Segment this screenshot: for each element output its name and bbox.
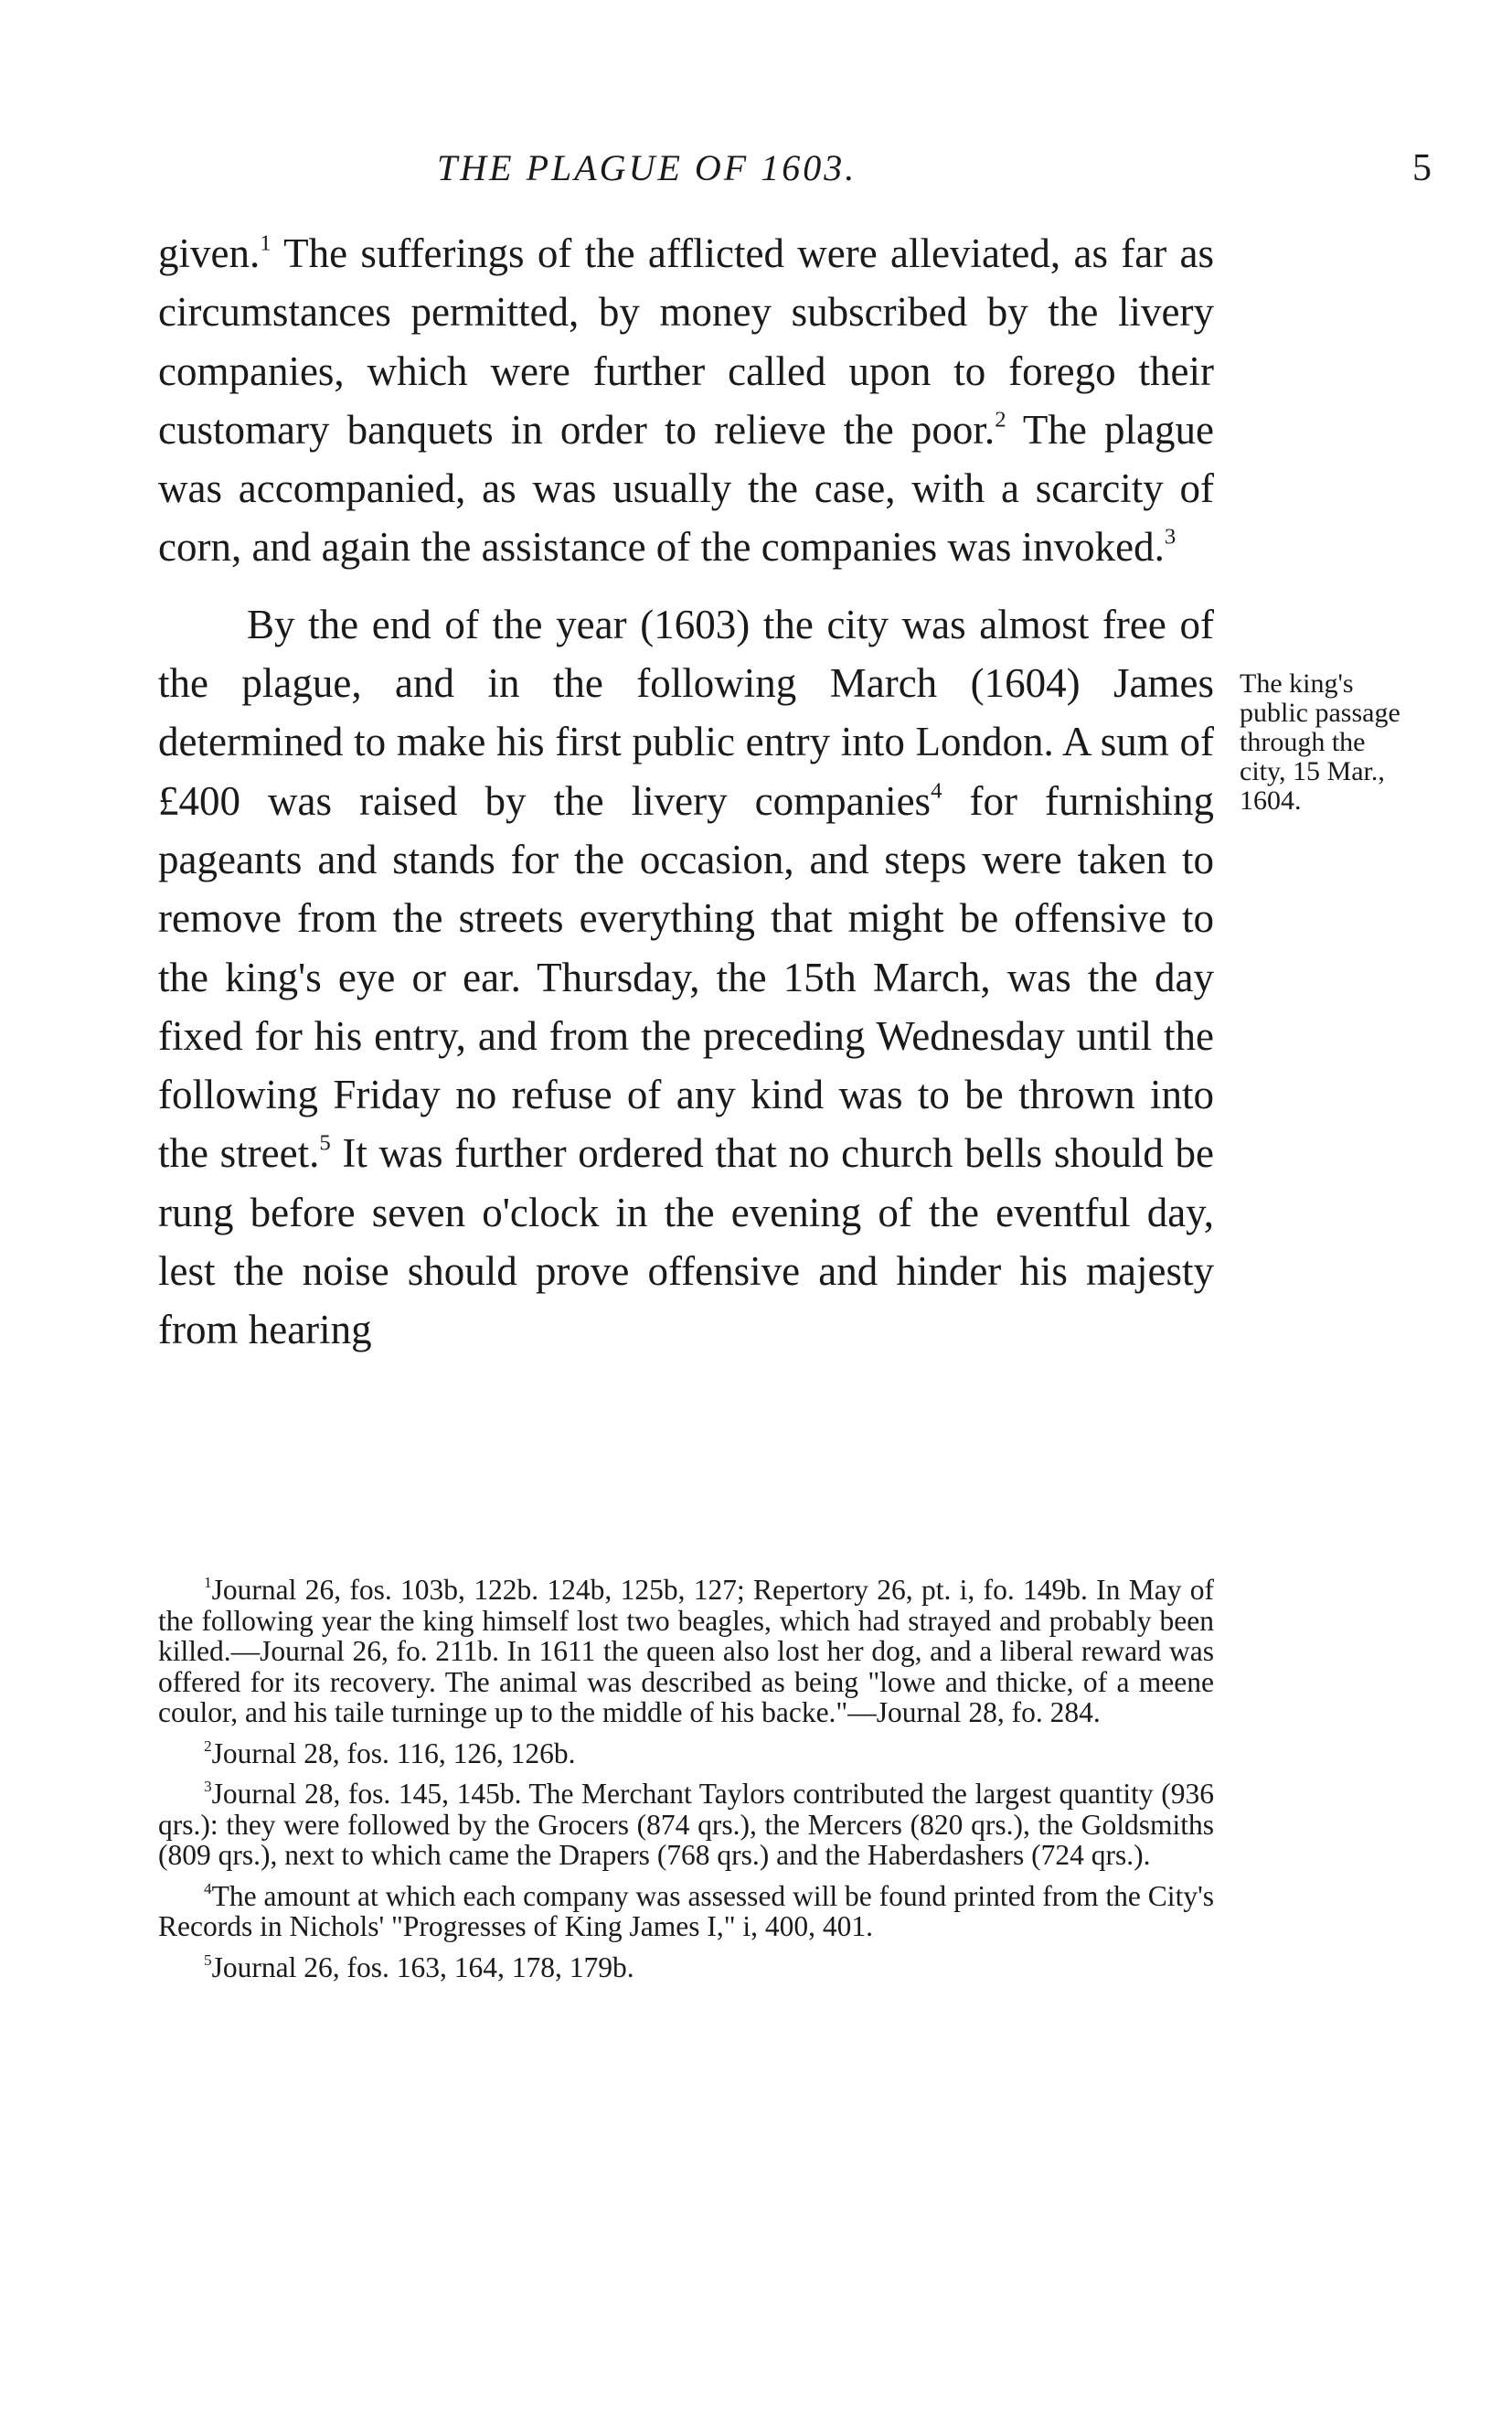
footnote-ref: 1: [260, 230, 272, 256]
footnote-marker: 4: [204, 1879, 212, 1897]
body-text: [158, 224, 1214, 1360]
footnote-ref: 4: [931, 778, 942, 804]
running-head: THE PLAGUE OF 1603.: [437, 147, 857, 188]
marginal-note-line: public passage: [1240, 698, 1400, 728]
paragraph: [158, 595, 1214, 1360]
footnote-marker: 3: [204, 1778, 212, 1796]
footnote-text: Journal 26, fos. 103b, 122b. 124b, 125b, 127; Repertory 26, pt. i, fo. 149b. In May of the following year the king himself lost two beagles, which had strayed and probably been killed.—Journal 26, fo. 211b. In 1611 the queen also lost her dog, and a liberal reward was offered for its recovery. The animal was described as being "lowe and thicke, of a meene coulor, and his taile turninge up to the middle of his backe."—Journal 28, fo. 284.: [158, 1574, 1214, 1728]
footnote-marker: 2: [204, 1736, 212, 1755]
footnote-text: The amount at which each company was assessed will be found printed from the City's Records in Nichols' "Progresses of King James I," i, 400, 401.: [158, 1879, 1214, 1942]
page-number: 5: [1412, 147, 1432, 189]
paragraph: [158, 224, 1214, 577]
text-run: It was further ordered that no church bells should be rung before seven o'clock in the evening of the eventful day, lest the noise should prove offensive and hinder his majesty from hearing: [158, 1130, 1214, 1353]
marginal-note: [1240, 669, 1468, 816]
footnote-4: [158, 1881, 1214, 1942]
footnote-ref: 2: [995, 407, 1006, 433]
footnote-5: [158, 1952, 1214, 1983]
footnote-marker: 1: [204, 1574, 212, 1592]
footnote-text: Journal 26, fos. 163, 164, 178, 179b.: [211, 1950, 634, 1983]
text-run: given.: [158, 230, 261, 276]
marginal-note-line: through the: [1240, 727, 1366, 757]
marginal-note-line: city, 15 Mar.,: [1240, 756, 1385, 786]
text-run: The plague was accompanied, as was usually the case, with a scarcity of corn, and again the assistance of the companies was invoked.: [158, 406, 1214, 571]
footnote-ref: 5: [319, 1130, 331, 1156]
footnote-3: [158, 1779, 1214, 1871]
footnote-text: Journal 28, fos. 116, 126, 126b.: [211, 1736, 576, 1769]
footnote-ref: 3: [1164, 524, 1177, 550]
footnote-text: Journal 28, fos. 145, 145b. The Merchant Taylors contributed the largest quantity (936 qrs.): they were followed by the Grocers (874 qrs.), the Mercers (820 qrs.), the Goldsmiths (809 qrs.), next to which came the Drapers (768 qrs.) and the Haberdashers (724 qrs.).: [158, 1778, 1214, 1871]
marginal-note-line: The king's: [1240, 668, 1354, 699]
footnotes: [158, 1575, 1214, 1993]
text-run: for furnishing pageants and stands for the occasion, and steps were taken to remove from the streets everything that might be offensive to the king's eye or ear. Thursday, the 15th March, was the day fixed for his entry, and from the preceding Wednesday until the following Friday no refuse of any kind was to be thrown into the street.: [158, 777, 1214, 1177]
footnote-2: [158, 1738, 1214, 1769]
text-run: The sufferings of the afflicted were alleviated, as far as circumstances permitted, by money subscribed by the livery companies, which were further called upon to forego their customary banquets in order to relieve the poor.: [158, 230, 1214, 453]
footnote-1: [158, 1575, 1214, 1728]
marginal-note-line: 1604.: [1240, 785, 1302, 816]
text-run: By the end of the year (1603) the city was almost free of the plague, and in the following March (1604) James determined to make his first public entry into London. A sum of £400 was raised by the livery companies: [158, 601, 1214, 824]
footnote-marker: 5: [204, 1950, 212, 1969]
